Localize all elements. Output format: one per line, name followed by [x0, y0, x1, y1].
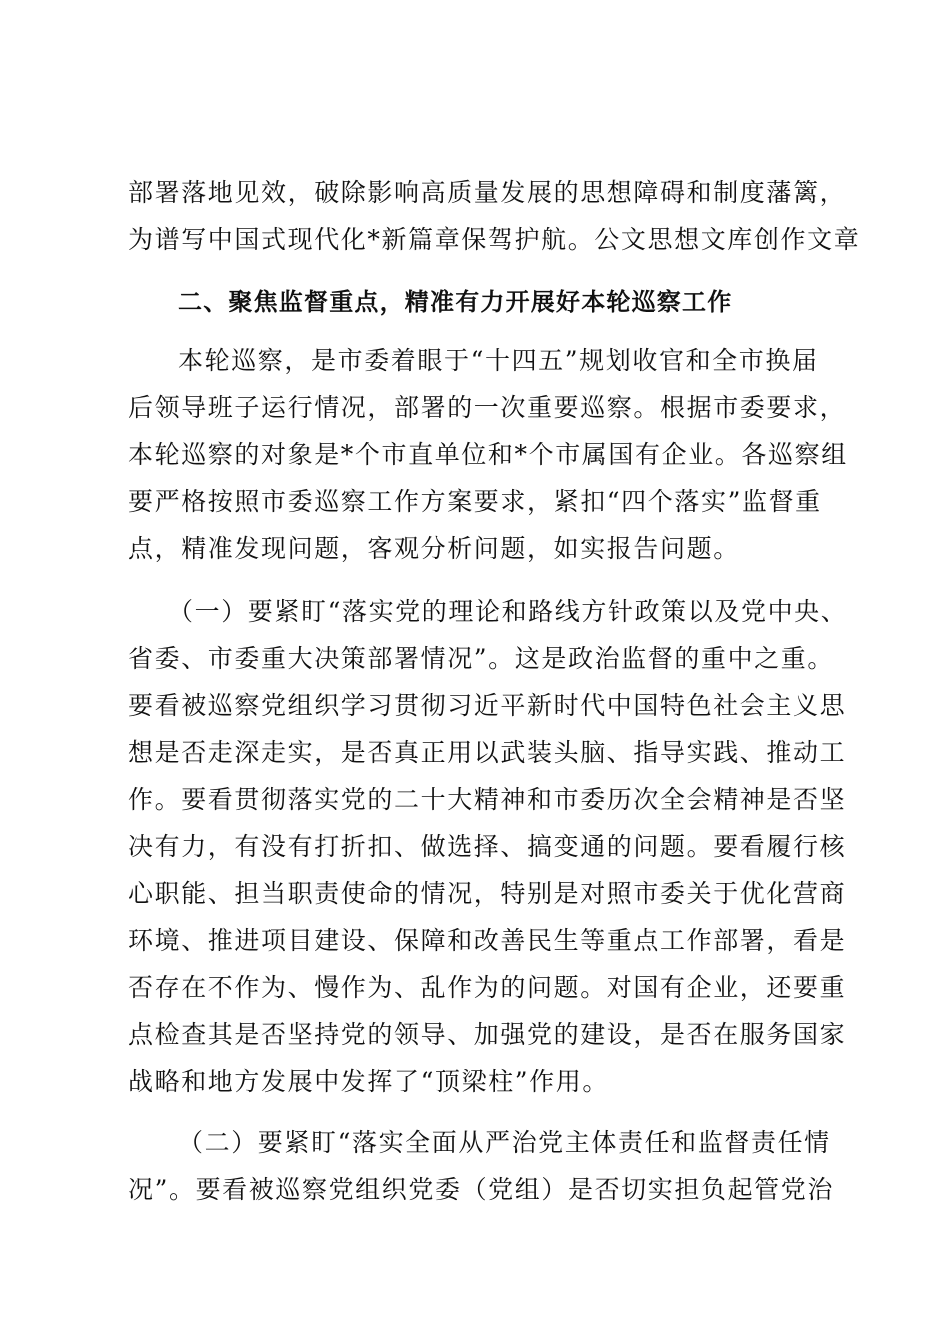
text-line: 省委、市委重大决策部署情况”。这是政治监督的重中之重。: [128, 644, 834, 673]
text-line: 本轮巡察，是市委着眼于“十四五”规划收官和全市换届: [178, 346, 819, 375]
text-line: 点检查其是否坚持党的领导、加强党的建设，是否在服务国家: [128, 1020, 847, 1049]
text-line: 本轮巡察的对象是*个市直单位和*个市属国有企业。各巡察组: [128, 440, 848, 469]
text-line: （二）要紧盯“落实全面从严治党主体责任和监督责任情: [178, 1128, 831, 1157]
text-line: 想是否走深走实，是否真正用以武装头脑、指导实践、推动工: [128, 738, 847, 767]
text-line: 心职能、担当职责使命的情况，特别是对照市委关于优化营商: [128, 879, 847, 908]
text-line: 否存在不作为、慢作为、乱作为的问题。对国有企业，还要重: [128, 973, 847, 1002]
text-line: 环境、推进项目建设、保障和改善民生等重点工作部署，看是: [128, 926, 847, 955]
text-line: 作。要看贯彻落实党的二十大精神和市委历次全会精神是否坚: [128, 785, 847, 814]
text-line: 要看被巡察党组织学习贯彻习近平新时代中国特色社会主义思: [128, 691, 847, 720]
text-line: 为谱写中国式现代化*新篇章保驾护航。公文思想文库创作文章: [128, 225, 861, 254]
text-line: 点，精准发现问题，客观分析问题，如实报告问题。: [128, 534, 740, 563]
text-line: 况”。要看被巡察党组织党委（党组）是否切实担负起管党治: [128, 1175, 834, 1204]
text-line: 战略和地方发展中发挥了“顶梁柱”作用。: [128, 1067, 609, 1096]
text-line: 后领导班子运行情况，部署的一次重要巡察。根据市委要求，: [128, 393, 847, 422]
text-line: 要严格按照市委巡察工作方案要求，紧扣“四个落实”监督重: [128, 487, 822, 516]
text-line: （一）要紧盯“落实党的理论和路线方针政策以及党中央、: [168, 597, 848, 626]
section-heading: 二、聚焦监督重点，精准有力开展好本轮巡察工作: [178, 288, 733, 316]
text-line: 决有力，有没有打折扣、做选择、搞变通的问题。要看履行核: [128, 832, 847, 861]
text-line: 部署落地见效，破除影响高质量发展的思想障碍和制度藩篱，: [128, 178, 847, 207]
